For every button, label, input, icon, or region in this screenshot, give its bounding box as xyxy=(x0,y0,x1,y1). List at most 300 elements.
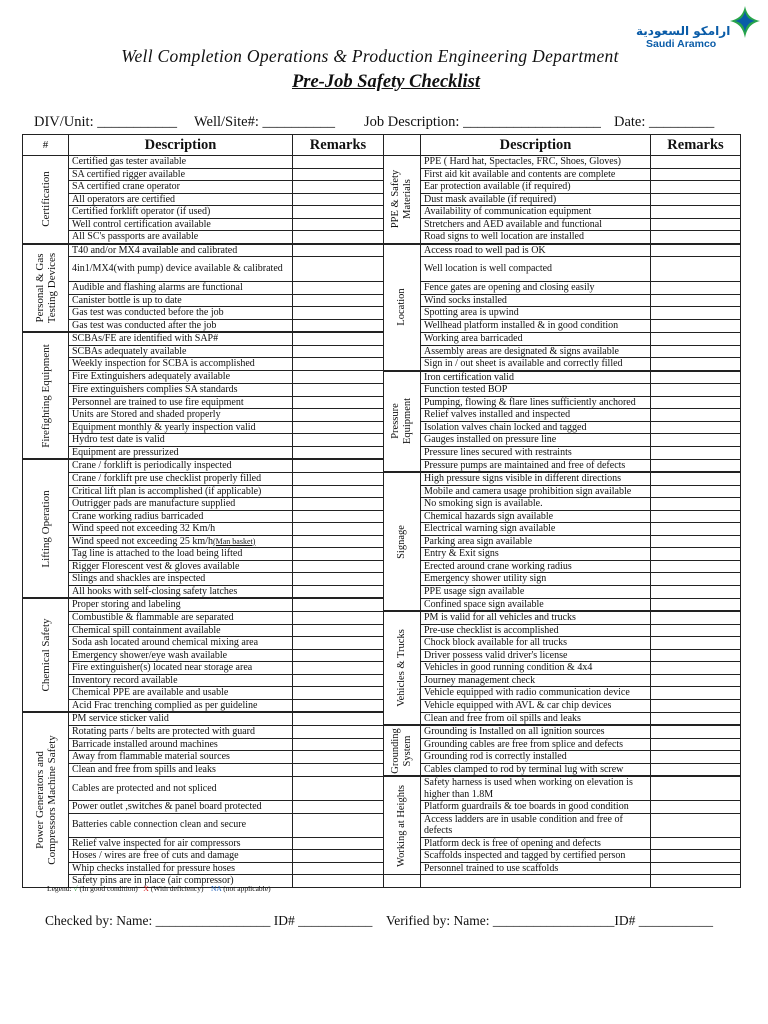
table-row xyxy=(23,294,741,307)
remarks-cell[interactable] xyxy=(651,396,741,409)
remarks-cell[interactable] xyxy=(651,231,741,244)
category-cell-left xyxy=(23,459,69,598)
remarks-column-header-right: Remarks xyxy=(651,135,741,156)
checklist-item: Gas test was conducted before the job xyxy=(69,307,293,320)
checklist-item: Crane / forklift pre use checklist properly filled xyxy=(69,472,293,485)
checklist-item: Parking area sign available xyxy=(421,535,651,548)
remarks-cell[interactable] xyxy=(651,862,741,875)
checklist-item: All hooks with self-closing safety latches xyxy=(69,585,293,598)
checklist-item: Ear protection available (if required) xyxy=(421,181,651,194)
table-row xyxy=(23,850,741,863)
table-row xyxy=(23,611,741,624)
remarks-cell[interactable] xyxy=(293,459,384,472)
job-description-field[interactable]: Job Description: ___________________ xyxy=(364,114,601,130)
remarks-cell[interactable] xyxy=(651,573,741,586)
remarks-cell[interactable] xyxy=(651,662,741,675)
table-row xyxy=(23,384,741,397)
remarks-cell[interactable] xyxy=(651,875,741,888)
checklist-item: Function tested BOP xyxy=(421,384,651,397)
checklist-item: Well control certification available xyxy=(69,218,293,231)
remarks-cell[interactable] xyxy=(293,624,384,637)
remarks-cell[interactable] xyxy=(293,801,384,814)
category-label: Lifting Operation xyxy=(39,489,52,568)
remarks-cell[interactable] xyxy=(293,763,384,776)
remarks-cell[interactable] xyxy=(651,560,741,573)
remarks-cell[interactable] xyxy=(651,510,741,523)
remarks-cell[interactable] xyxy=(293,598,384,611)
remarks-cell[interactable] xyxy=(293,674,384,687)
category-cell-left xyxy=(23,598,69,712)
man-basket-note: (Man basket) xyxy=(212,536,256,546)
remarks-cell[interactable] xyxy=(293,712,384,725)
remarks-cell[interactable] xyxy=(293,637,384,650)
checklist-item: Equipment are pressurized xyxy=(69,446,293,459)
remarks-cell[interactable] xyxy=(293,738,384,751)
remarks-cell[interactable] xyxy=(293,548,384,561)
remarks-cell[interactable] xyxy=(293,282,384,295)
remarks-cell[interactable] xyxy=(651,801,741,814)
page-title: Pre-Job Safety Checklist xyxy=(291,72,481,92)
checklist-item: Inventory record available xyxy=(69,674,293,687)
checklist-item: Emergency shower/eye wash available xyxy=(69,649,293,662)
checklist-item: Chock block available for all trucks xyxy=(421,637,651,650)
checklist-item: Acid Frac trenching complied as per guideline xyxy=(69,699,293,712)
table-row xyxy=(23,548,741,561)
remarks-cell[interactable] xyxy=(293,371,384,384)
checklist-item: Outrigger pads are manufacture supplied xyxy=(69,498,293,511)
table-row xyxy=(23,751,741,764)
remarks-cell[interactable] xyxy=(293,535,384,548)
remarks-cell[interactable] xyxy=(293,862,384,875)
remarks-cell[interactable] xyxy=(651,384,741,397)
checklist-item: Grounding rod is correctly installed xyxy=(421,751,651,764)
remarks-cell[interactable] xyxy=(293,472,384,485)
checklist-item: Pre-use checklist is accomplished xyxy=(421,624,651,637)
checklist-item: T40 and/or MX4 available and calibrated xyxy=(69,244,293,257)
remarks-cell[interactable] xyxy=(651,687,741,700)
remarks-cell[interactable] xyxy=(651,850,741,863)
checklist-item: Rigger Florescent vest & gloves available xyxy=(69,560,293,573)
remarks-cell[interactable] xyxy=(651,637,741,650)
checklist-item: Crane / forklift is periodically inspected xyxy=(69,459,293,472)
table-row xyxy=(23,218,741,231)
remarks-cell[interactable] xyxy=(651,307,741,320)
checklist-item: Access ladders are in usable condition and free of defects xyxy=(421,813,651,837)
category-cell-right xyxy=(384,371,421,473)
checklist-item: Personnel trained to use scaffolds xyxy=(421,862,651,875)
checklist-item: Away from flammable material sources xyxy=(69,751,293,764)
div-unit-field[interactable]: DIV/Unit: ___________ xyxy=(34,114,177,130)
checklist-item: Audible and flashing alarms are functional xyxy=(69,282,293,295)
checklist-item: 4in1/MX4(with pump) device available & calibrated xyxy=(69,257,293,282)
category-label: Chemical Safety xyxy=(39,618,52,692)
item-text: Wind speed not exceeding 25 km/h xyxy=(72,535,213,547)
remarks-cell[interactable] xyxy=(651,751,741,764)
logo-arabic-text: ارامكو السعودية xyxy=(636,24,731,38)
table-row xyxy=(23,358,741,371)
remarks-cell[interactable] xyxy=(293,421,384,434)
remarks-cell[interactable] xyxy=(293,850,384,863)
remarks-cell[interactable] xyxy=(293,218,384,231)
category-label: Location xyxy=(396,288,407,326)
checklist-item: PM is valid for all vehicles and trucks xyxy=(421,611,651,624)
checklist-item: Sign in / out sheet is available and correctly filled xyxy=(421,358,651,371)
category-cell-right xyxy=(384,611,421,725)
checklist-item: Driver possess valid driver's license xyxy=(421,649,651,662)
checklist-item: Pressure pumps are maintained and free of defects xyxy=(421,459,651,472)
category-cell-right xyxy=(384,156,421,244)
category-cell-left xyxy=(23,156,69,244)
checklist-item: Mobile and camera usage prohibition sign available xyxy=(421,485,651,498)
table-row xyxy=(23,598,741,611)
remarks-cell[interactable] xyxy=(651,674,741,687)
remarks-cell[interactable] xyxy=(651,358,741,371)
num-column-header: # xyxy=(23,135,69,156)
checklist-item: Fire Extinguishers adequately available xyxy=(69,371,293,384)
table-row xyxy=(23,332,741,345)
remarks-cell[interactable] xyxy=(293,345,384,358)
category-label: Working at Heights xyxy=(396,784,407,867)
checklist-item: Soda ash located around chemical mixing area xyxy=(69,637,293,650)
table-row xyxy=(23,193,741,206)
checklist-item: Wind speed not exceeding 32 Km/h xyxy=(69,523,293,536)
checklist-item: Combustible & flammable are separated xyxy=(69,611,293,624)
table-row xyxy=(23,319,741,332)
checklist-item: Barricade installed around machines xyxy=(69,738,293,751)
aramco-star-icon xyxy=(728,4,762,40)
checklist-item: Cables clamped to rod by terminal lug with screw xyxy=(421,763,651,776)
checklist-item: Cables are protected and not spliced xyxy=(69,776,293,801)
checklist-item: Grounding is Installed on all ignition sources xyxy=(421,725,651,738)
checklist-item: Confined space sign available xyxy=(421,598,651,611)
remarks-cell[interactable] xyxy=(293,396,384,409)
remarks-cell[interactable] xyxy=(293,837,384,850)
remarks-cell[interactable] xyxy=(293,332,384,345)
table-row xyxy=(23,813,741,837)
category-label: Pressure Equipment xyxy=(390,398,413,445)
remarks-cell[interactable] xyxy=(293,168,384,181)
remarks-cell[interactable] xyxy=(293,181,384,194)
remarks-cell[interactable] xyxy=(651,332,741,345)
checklist-item: Platform guardrails & toe boards in good condition xyxy=(421,801,651,814)
remarks-cell[interactable] xyxy=(293,813,384,837)
category-label: Personal & Gas Testing Devices xyxy=(33,252,58,323)
remarks-cell[interactable] xyxy=(651,725,741,738)
checklist-item: Vehicle equipped with radio communication device xyxy=(421,687,651,700)
checklist-item: All operators are certified xyxy=(69,193,293,206)
checklist-item: Safety pins are in place (air compressor) xyxy=(69,875,293,888)
table-row xyxy=(23,862,741,875)
remarks-cell[interactable] xyxy=(293,231,384,244)
checklist-item: First aid kit available and contents are complete xyxy=(421,168,651,181)
checklist-item: Clean and free from spills and leaks xyxy=(69,763,293,776)
checklist-item: Scaffolds inspected and tagged by certified person xyxy=(421,850,651,863)
table-row xyxy=(23,725,741,738)
checklist-item: SA certified crane operator xyxy=(69,181,293,194)
category-label: Certification xyxy=(39,171,52,228)
remarks-cell[interactable] xyxy=(651,535,741,548)
checklist-item: SA certified rigger available xyxy=(69,168,293,181)
table-row xyxy=(23,801,741,814)
checklist-item: Journey management check xyxy=(421,674,651,687)
table-row xyxy=(23,446,741,459)
category-cell-right xyxy=(384,725,421,776)
category-label: PPE & Safety Materials xyxy=(390,170,413,229)
remarks-cell[interactable] xyxy=(293,409,384,422)
na-mark: NA xyxy=(211,884,222,893)
checklist-item: Availability of communication equipment xyxy=(421,206,651,219)
verified-by-field[interactable]: Verified by: Name: __________________ID# ___________ xyxy=(386,913,713,928)
checklist-item: Gauges installed on pressure line xyxy=(421,434,651,447)
category-label: Grounding System xyxy=(390,727,413,774)
table-row xyxy=(23,156,741,169)
remarks-cell[interactable] xyxy=(293,446,384,459)
table-row xyxy=(23,231,741,244)
remarks-cell[interactable] xyxy=(293,649,384,662)
checklist-item: Vehicle equipped with AVL & car chip devices xyxy=(421,699,651,712)
table-row xyxy=(23,168,741,181)
table-row xyxy=(23,409,741,422)
remarks-cell[interactable] xyxy=(651,649,741,662)
table-row xyxy=(23,510,741,523)
checklist-item: Relief valves installed and inspected xyxy=(421,409,651,422)
remarks-cell[interactable] xyxy=(293,206,384,219)
table-row xyxy=(23,472,741,485)
checklist-item: Assembly areas are designated & signs available xyxy=(421,345,651,358)
checklist-item: PM service sticker valid xyxy=(69,712,293,725)
table-row xyxy=(23,712,741,725)
remarks-column-header: Remarks xyxy=(293,135,384,156)
checklist-item: SCBAs adequately available xyxy=(69,345,293,358)
remarks-cell[interactable] xyxy=(651,345,741,358)
remarks-cell[interactable] xyxy=(293,434,384,447)
remarks-cell[interactable] xyxy=(293,485,384,498)
checklist-item: Certified forklift operator (if used) xyxy=(69,206,293,219)
checklist-item: Erected around crane working radius xyxy=(421,560,651,573)
table-row xyxy=(23,345,741,358)
remarks-cell[interactable] xyxy=(293,244,384,257)
remarks-cell[interactable] xyxy=(651,598,741,611)
table-row xyxy=(23,573,741,586)
remarks-cell[interactable] xyxy=(651,548,741,561)
checklist-item: Spotting area is upwind xyxy=(421,307,651,320)
table-row xyxy=(23,244,741,257)
table-row xyxy=(23,637,741,650)
checklist-item: Fire extinguisher(s) located near storage area xyxy=(69,662,293,675)
checklist-item: Tag line is attached to the load being lifted xyxy=(69,548,293,561)
table-row xyxy=(23,662,741,675)
remarks-cell[interactable] xyxy=(651,193,741,206)
category-label: Signage xyxy=(396,524,407,559)
table-header-row xyxy=(23,135,741,156)
remarks-cell[interactable] xyxy=(651,624,741,637)
checklist-item: Rotating parts / belts are protected with guard xyxy=(69,725,293,738)
checklist-item: Chemical hazards sign available xyxy=(421,510,651,523)
table-row xyxy=(23,459,741,472)
right-category-header xyxy=(384,135,421,156)
remarks-cell[interactable] xyxy=(651,699,741,712)
remarks-cell[interactable] xyxy=(651,585,741,598)
remarks-cell[interactable] xyxy=(651,459,741,472)
remarks-cell[interactable] xyxy=(651,472,741,485)
department-title: Well Completion Operations & Production Engineering Department xyxy=(121,46,619,66)
checklist-item: Certified gas tester available xyxy=(69,156,293,169)
checklist-item: Slings and shackles are inspected xyxy=(69,573,293,586)
company-logo xyxy=(636,4,764,50)
category-cell-left xyxy=(23,244,69,333)
checklist-item: Platform deck is free of opening and defects xyxy=(421,837,651,850)
remarks-cell[interactable] xyxy=(651,611,741,624)
remarks-cell[interactable] xyxy=(651,434,741,447)
table-row xyxy=(23,523,741,536)
remarks-cell[interactable] xyxy=(651,244,741,257)
remarks-cell[interactable] xyxy=(293,687,384,700)
remarks-cell[interactable] xyxy=(293,611,384,624)
remarks-cell[interactable] xyxy=(651,257,741,282)
remarks-cell[interactable] xyxy=(293,193,384,206)
remarks-cell[interactable] xyxy=(651,156,741,169)
remarks-cell[interactable] xyxy=(651,837,741,850)
remarks-cell[interactable] xyxy=(293,573,384,586)
checklist-item: Dust mask available (if required) xyxy=(421,193,651,206)
table-row xyxy=(23,282,741,295)
table-row xyxy=(23,687,741,700)
remarks-cell[interactable] xyxy=(293,585,384,598)
category-label: Firefighting Equipment xyxy=(39,343,52,448)
table-row xyxy=(23,181,741,194)
category-label: Vehicles & Trucks xyxy=(396,629,407,707)
checklist-item: All SC's passports are available xyxy=(69,231,293,244)
remarks-cell[interactable] xyxy=(651,294,741,307)
table-row xyxy=(23,396,741,409)
table-row xyxy=(23,674,741,687)
checklist-item: Stretchers and AED available and functional xyxy=(421,218,651,231)
category-cell-right xyxy=(384,776,421,875)
remarks-cell[interactable] xyxy=(651,763,741,776)
checklist-item: Clean and free from oil spills and leaks xyxy=(421,712,651,725)
remarks-cell[interactable] xyxy=(293,523,384,536)
date-field[interactable]: Date: _________ xyxy=(614,114,715,130)
checklist-item: Hydro test date is valid xyxy=(69,434,293,447)
remarks-cell[interactable] xyxy=(293,257,384,282)
table-row xyxy=(23,699,741,712)
remarks-cell[interactable] xyxy=(293,510,384,523)
category-cell-left xyxy=(23,332,69,459)
checklist-item: Batteries cable connection clean and secure xyxy=(69,813,293,837)
remarks-cell[interactable] xyxy=(293,662,384,675)
checklist-item: PPE usage sign available xyxy=(421,585,651,598)
table-row xyxy=(23,498,741,511)
table-row xyxy=(23,585,741,598)
remarks-cell[interactable] xyxy=(651,738,741,751)
table-row xyxy=(23,649,741,662)
remarks-cell[interactable] xyxy=(293,319,384,332)
logo-english-text: Saudi Aramco xyxy=(646,38,717,50)
remarks-cell[interactable] xyxy=(651,409,741,422)
checklist-item: Isolation valves chain locked and tagged xyxy=(421,421,651,434)
checklist-item: Iron certification valid xyxy=(421,371,651,384)
remarks-cell[interactable] xyxy=(293,560,384,573)
good-mark: √ xyxy=(73,884,78,893)
checklist-item: Weekly inspection for SCBA is accomplished xyxy=(69,358,293,371)
checklist-item: Safety harness is used when working on elevation is higher than 1.8M xyxy=(421,776,651,801)
checklist-item: PPE ( Hard hat, Spectacles, FRC, Shoes, Gloves) xyxy=(421,156,651,169)
remarks-cell[interactable] xyxy=(651,319,741,332)
remarks-cell[interactable] xyxy=(293,751,384,764)
remarks-cell[interactable] xyxy=(651,181,741,194)
remarks-cell[interactable] xyxy=(651,498,741,511)
checklist-item: Equipment monthly & yearly inspection valid xyxy=(69,421,293,434)
table-row xyxy=(23,624,741,637)
checked-by-field[interactable]: Checked by: Name: _________________ ID# ___________ xyxy=(45,913,373,928)
table-row xyxy=(23,257,741,282)
checklist-item: Wind socks installed xyxy=(421,294,651,307)
checklist-item: Personnel are trained to use fire equipment xyxy=(69,396,293,409)
remarks-cell[interactable] xyxy=(293,699,384,712)
table-row xyxy=(23,535,741,548)
remarks-cell[interactable] xyxy=(651,776,741,801)
checklist-item: Canister bottle is up to date xyxy=(69,294,293,307)
checklist-item: Working area barricaded xyxy=(421,332,651,345)
remarks-cell[interactable] xyxy=(293,498,384,511)
table-row xyxy=(23,560,741,573)
remarks-cell[interactable] xyxy=(651,371,741,384)
remarks-cell[interactable] xyxy=(651,206,741,219)
checklist-table xyxy=(22,134,741,888)
checklist-item: SCBAs/FE are identified with SAP# xyxy=(69,332,293,345)
remarks-cell[interactable] xyxy=(293,307,384,320)
remarks-cell[interactable] xyxy=(651,813,741,837)
category-cell-right xyxy=(384,244,421,371)
remarks-cell[interactable] xyxy=(293,384,384,397)
checklist-item: Electrical warning sign available xyxy=(421,523,651,536)
remarks-cell[interactable] xyxy=(651,282,741,295)
category-cell-right xyxy=(384,472,421,611)
checklist-item: Critical lift plan is accomplished (if applicable) xyxy=(69,485,293,498)
checklist-item: Entry & Exit signs xyxy=(421,548,651,561)
remarks-cell[interactable] xyxy=(651,446,741,459)
remarks-cell[interactable] xyxy=(293,156,384,169)
checklist-item: Hoses / wires are free of cuts and damage xyxy=(69,850,293,863)
remarks-cell[interactable] xyxy=(651,168,741,181)
remarks-cell[interactable] xyxy=(293,294,384,307)
remarks-cell[interactable] xyxy=(293,358,384,371)
remarks-cell[interactable] xyxy=(651,485,741,498)
remarks-cell[interactable] xyxy=(293,776,384,801)
remarks-cell[interactable] xyxy=(651,421,741,434)
checklist-item: Chemical PPE are available and usable xyxy=(69,687,293,700)
empty-cell xyxy=(384,875,421,888)
checklist-item: Fence gates are opening and closing easily xyxy=(421,282,651,295)
remarks-cell[interactable] xyxy=(651,712,741,725)
table-row xyxy=(23,485,741,498)
checklist-item: Road signs to well location are installed xyxy=(421,231,651,244)
checklist-item: Crane working radius barricaded xyxy=(69,510,293,523)
deficiency-mark: X xyxy=(143,884,149,893)
well-site-field[interactable]: Well/Site#: __________ xyxy=(194,114,336,130)
checklist-item: Units are Stored and shaded properly xyxy=(69,409,293,422)
table-row xyxy=(23,837,741,850)
empty-cell xyxy=(421,875,651,888)
checklist-item: Whip checks installed for pressure hoses xyxy=(69,862,293,875)
remarks-cell[interactable] xyxy=(293,725,384,738)
remarks-cell[interactable] xyxy=(651,523,741,536)
table-row xyxy=(23,307,741,320)
remarks-cell[interactable] xyxy=(651,218,741,231)
checklist-item: Access road to well pad is OK xyxy=(421,244,651,257)
remarks-cell[interactable] xyxy=(293,875,384,888)
checklist-item: Power outlet ,switches & panel board protected xyxy=(69,801,293,814)
